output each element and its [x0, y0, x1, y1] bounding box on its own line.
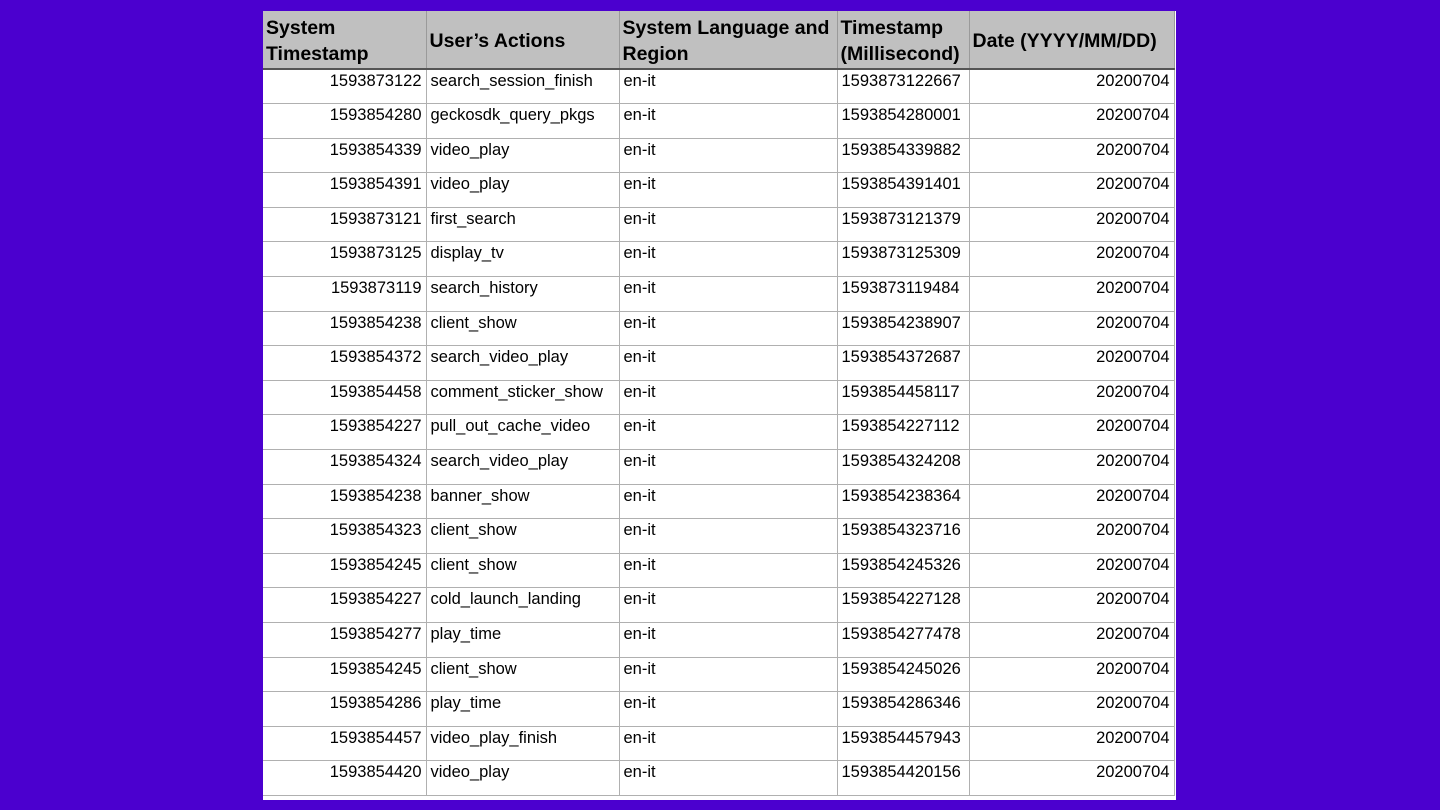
cell-date[interactable]: 20200704: [969, 726, 1174, 761]
cell-system-timestamp[interactable]: 1593854277: [263, 623, 426, 658]
cell-timestamp-ms[interactable]: 1593854372687: [837, 346, 969, 381]
cell-user-action[interactable]: display_tv: [426, 242, 619, 277]
cell-system-timestamp[interactable]: 1593854391: [263, 173, 426, 208]
cell-timestamp-ms[interactable]: 1593873119484: [837, 277, 969, 312]
cell-language-region[interactable]: en-it: [619, 761, 837, 796]
cell-system-timestamp[interactable]: 1593854457: [263, 726, 426, 761]
cell-date[interactable]: 20200704: [969, 692, 1174, 727]
table-row: [263, 692, 1174, 727]
table-row: [263, 623, 1174, 658]
cell-timestamp-ms[interactable]: 1593854238364: [837, 484, 969, 519]
cell-language-region[interactable]: en-it: [619, 138, 837, 173]
table-row: [263, 761, 1174, 796]
cell-system-timestamp[interactable]: 1593873122: [263, 69, 426, 104]
cell-system-timestamp[interactable]: 1593854420: [263, 761, 426, 796]
table-row: [263, 588, 1174, 623]
cell-timestamp-ms[interactable]: 1593854339882: [837, 138, 969, 173]
cell-language-region[interactable]: en-it: [619, 484, 837, 519]
cell-user-action[interactable]: cold_launch_landing: [426, 588, 619, 623]
cell-user-action[interactable]: pull_out_cache_video: [426, 415, 619, 450]
cell-user-action[interactable]: client_show: [426, 311, 619, 346]
cell-language-region[interactable]: en-it: [619, 346, 837, 381]
cell-system-timestamp[interactable]: 1593873121: [263, 207, 426, 242]
cell-date[interactable]: 20200704: [969, 104, 1174, 139]
cell-language-region[interactable]: en-it: [619, 415, 837, 450]
cell-timestamp-ms[interactable]: 1593854324208: [837, 450, 969, 485]
cell-timestamp-ms[interactable]: 1593854238907: [837, 311, 969, 346]
cell-date[interactable]: 20200704: [969, 173, 1174, 208]
cell-date[interactable]: 20200704: [969, 450, 1174, 485]
cell-language-region[interactable]: en-it: [619, 588, 837, 623]
cell-system-timestamp[interactable]: 1593854227: [263, 415, 426, 450]
cell-system-timestamp[interactable]: 1593873119: [263, 277, 426, 312]
table-row: [263, 657, 1174, 692]
cell-system-timestamp[interactable]: 1593854280: [263, 104, 426, 139]
cell-language-region[interactable]: en-it: [619, 380, 837, 415]
cell-date[interactable]: 20200704: [969, 346, 1174, 381]
table-row: [263, 173, 1174, 208]
table-row: [263, 242, 1174, 277]
cell-timestamp-ms[interactable]: 1593854323716: [837, 519, 969, 554]
cell-date[interactable]: 20200704: [969, 207, 1174, 242]
cell-language-region[interactable]: en-it: [619, 657, 837, 692]
cell-system-timestamp[interactable]: 1593854458: [263, 380, 426, 415]
cell-language-region[interactable]: en-it: [619, 277, 837, 312]
table-row: [263, 104, 1174, 139]
cell-user-action[interactable]: geckosdk_query_pkgs: [426, 104, 619, 139]
cell-language-region[interactable]: en-it: [619, 104, 837, 139]
cell-date[interactable]: 20200704: [969, 657, 1174, 692]
cell-user-action[interactable]: video_play: [426, 173, 619, 208]
cell-system-timestamp[interactable]: 1593854227: [263, 588, 426, 623]
table-row: [263, 380, 1174, 415]
cell-language-region[interactable]: en-it: [619, 207, 837, 242]
cell-system-timestamp[interactable]: 1593854238: [263, 311, 426, 346]
header-system-timestamp[interactable]: System Timestamp: [263, 11, 426, 69]
cell-user-action[interactable]: first_search: [426, 207, 619, 242]
cell-date[interactable]: 20200704: [969, 588, 1174, 623]
cell-user-action[interactable]: client_show: [426, 519, 619, 554]
cell-timestamp-ms[interactable]: 1593854458117: [837, 380, 969, 415]
cell-language-region[interactable]: en-it: [619, 450, 837, 485]
cell-user-action[interactable]: client_show: [426, 657, 619, 692]
cell-date[interactable]: 20200704: [969, 761, 1174, 796]
table-row: [263, 346, 1174, 381]
spreadsheet-view: [263, 11, 1176, 800]
cell-system-timestamp[interactable]: 1593854372: [263, 346, 426, 381]
cell-system-timestamp[interactable]: 1593854323: [263, 519, 426, 554]
cell-user-action[interactable]: search_history: [426, 277, 619, 312]
cell-language-region[interactable]: en-it: [619, 69, 837, 104]
cell-timestamp-ms[interactable]: 1593854391401: [837, 173, 969, 208]
cell-user-action[interactable]: search_video_play: [426, 346, 619, 381]
cell-timestamp-ms[interactable]: 1593873125309: [837, 242, 969, 277]
cell-user-action[interactable]: search_video_play: [426, 450, 619, 485]
table-row: [263, 207, 1174, 242]
cell-timestamp-ms[interactable]: 1593873121379: [837, 207, 969, 242]
cell-language-region[interactable]: en-it: [619, 553, 837, 588]
cell-language-region[interactable]: en-it: [619, 519, 837, 554]
cell-system-timestamp[interactable]: 1593854245: [263, 657, 426, 692]
table-row: [263, 138, 1174, 173]
cell-user-action[interactable]: video_play: [426, 138, 619, 173]
cell-user-action[interactable]: play_time: [426, 692, 619, 727]
cell-system-timestamp[interactable]: 1593854238: [263, 484, 426, 519]
cell-language-region[interactable]: en-it: [619, 173, 837, 208]
table-row: [263, 553, 1174, 588]
table-row: [263, 277, 1174, 312]
cell-date[interactable]: 20200704: [969, 138, 1174, 173]
cell-timestamp-ms[interactable]: 1593854280001: [837, 104, 969, 139]
cell-date[interactable]: 20200704: [969, 519, 1174, 554]
cell-timestamp-ms[interactable]: 1593854277478: [837, 623, 969, 658]
cell-system-timestamp[interactable]: 1593854245: [263, 553, 426, 588]
table-row: [263, 450, 1174, 485]
cell-user-action[interactable]: play_time: [426, 623, 619, 658]
cell-timestamp-ms[interactable]: 1593854245326: [837, 553, 969, 588]
cell-language-region[interactable]: en-it: [619, 623, 837, 658]
cell-user-action[interactable]: search_session_finish: [426, 69, 619, 104]
cell-date[interactable]: 20200704: [969, 69, 1174, 104]
table-row: [263, 415, 1174, 450]
header-row: [263, 11, 1174, 69]
cell-language-region[interactable]: en-it: [619, 726, 837, 761]
cell-date[interactable]: 20200704: [969, 311, 1174, 346]
header-date[interactable]: Date (YYYY/MM/DD): [969, 11, 1174, 69]
cell-date[interactable]: 20200704: [969, 623, 1174, 658]
cell-system-timestamp[interactable]: 1593873125: [263, 242, 426, 277]
table-body: [263, 69, 1174, 795]
cell-date[interactable]: 20200704: [969, 242, 1174, 277]
table-row: [263, 484, 1174, 519]
table-row: [263, 69, 1174, 104]
table-row: [263, 519, 1174, 554]
cell-system-timestamp[interactable]: 1593854339: [263, 138, 426, 173]
cell-language-region[interactable]: en-it: [619, 692, 837, 727]
header-system-language-region[interactable]: System Language and Region: [619, 11, 837, 69]
cell-user-action[interactable]: banner_show: [426, 484, 619, 519]
cell-system-timestamp[interactable]: 1593854286: [263, 692, 426, 727]
cell-timestamp-ms[interactable]: 1593873122667: [837, 69, 969, 104]
table-row: [263, 311, 1174, 346]
cell-language-region[interactable]: en-it: [619, 242, 837, 277]
cell-timestamp-ms[interactable]: 1593854245026: [837, 657, 969, 692]
header-timestamp-millisecond[interactable]: Timestamp (Millisecond): [837, 11, 969, 69]
cell-system-timestamp[interactable]: 1593854324: [263, 450, 426, 485]
cell-user-action[interactable]: client_show: [426, 553, 619, 588]
cell-date[interactable]: 20200704: [969, 380, 1174, 415]
cell-language-region[interactable]: en-it: [619, 311, 837, 346]
cell-timestamp-ms[interactable]: 1593854227128: [837, 588, 969, 623]
cell-timestamp-ms[interactable]: 1593854457943: [837, 726, 969, 761]
header-users-actions[interactable]: User’s Actions: [426, 11, 619, 69]
cell-timestamp-ms[interactable]: 1593854286346: [837, 692, 969, 727]
cell-date[interactable]: 20200704: [969, 277, 1174, 312]
cell-user-action[interactable]: comment_sticker_show: [426, 380, 619, 415]
data-table: [263, 11, 1175, 796]
cell-user-action[interactable]: video_play: [426, 761, 619, 796]
cell-user-action[interactable]: video_play_finish: [426, 726, 619, 761]
cell-date[interactable]: 20200704: [969, 484, 1174, 519]
cell-date[interactable]: 20200704: [969, 415, 1174, 450]
cell-date[interactable]: 20200704: [969, 553, 1174, 588]
table-row: [263, 726, 1174, 761]
cell-timestamp-ms[interactable]: 1593854420156: [837, 761, 969, 796]
cell-timestamp-ms[interactable]: 1593854227112: [837, 415, 969, 450]
